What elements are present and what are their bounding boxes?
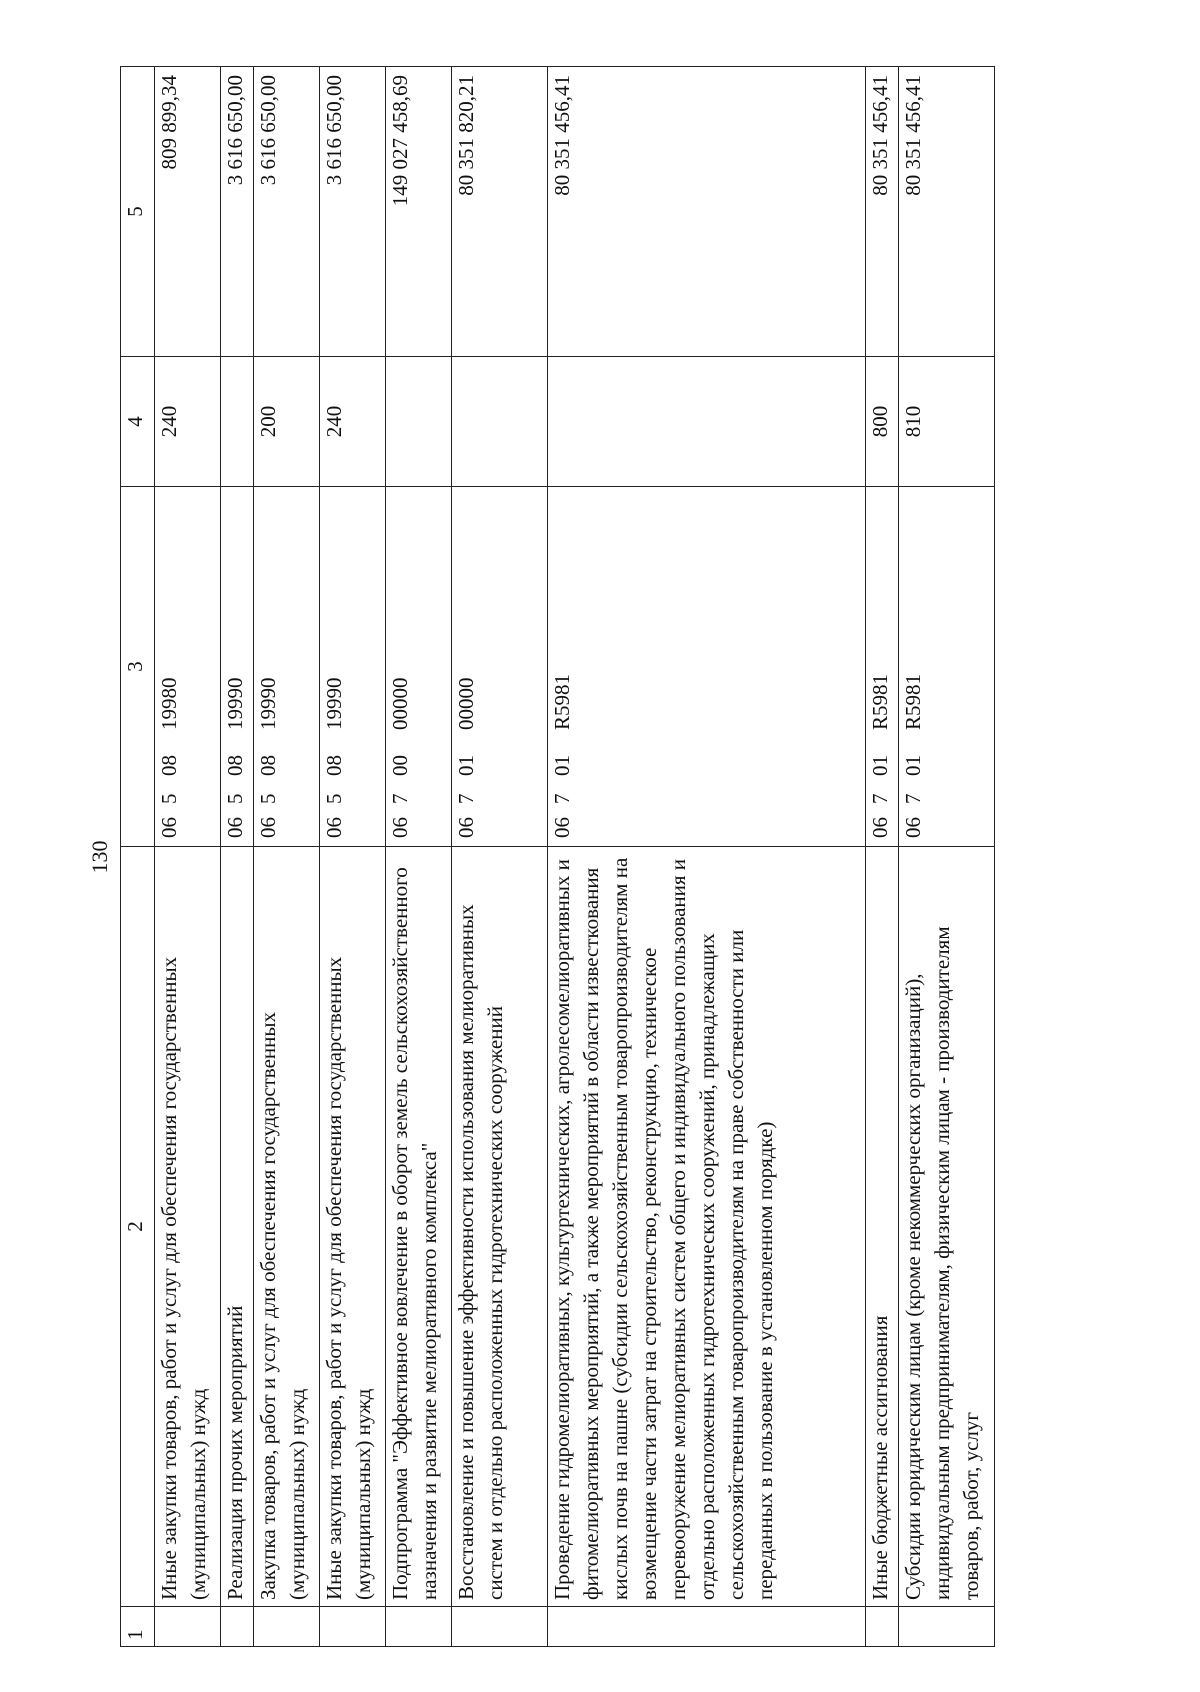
item-name-cell: Подпрограмма "Эффективное вовлечение в оборот земель сельскохозяйственного назначения и развитие мелиоративного комплекса"	[386, 847, 452, 1607]
code-part-1: 06	[901, 817, 925, 838]
item-name-cell: Реализация прочих мероприятий	[221, 847, 254, 1607]
amount-cell: 809 899,34	[155, 67, 221, 357]
expense-type-cell: 200	[254, 357, 320, 487]
amount-cell: 149 027 458,69	[386, 67, 452, 357]
code-part-4: 19990	[256, 677, 280, 730]
code-part-1: 06	[454, 817, 478, 838]
code-part-3: 00	[388, 755, 412, 776]
code-part-1: 06	[256, 817, 280, 838]
header-cell-2: 2	[121, 847, 155, 1607]
code-part-2: 5	[256, 793, 280, 804]
code-part-2: 5	[157, 793, 181, 804]
item-name-cell: Проведение гидромелиоративных, культуртехнических, агролесомелиоративных и фитомелиоративных мероприятий, а также мероприятий в области известкования кислых почв на пашне (субсидии сельскохозяйственным товаропроизводителям на возмещение части затрат на строительство, реконструкцию, техническое перевооружение мелиоративных систем общего и индивидуального пользования и отдельно расположенных гидротехнических сооружений, принадлежащих сельскохозяйственным товаропроизводителям на праве собственности или переданных в пользование в установленном порядке)	[548, 847, 866, 1607]
table-row	[386, 67, 452, 1647]
row-number-cell	[221, 1607, 254, 1647]
row-number-cell	[452, 1607, 548, 1647]
table-row	[866, 67, 899, 1647]
rotated-page	[85, 67, 1143, 1647]
row-number-cell	[548, 1607, 866, 1647]
code-part-3: 01	[901, 755, 925, 776]
expense-type-cell: 240	[320, 357, 386, 487]
amount-cell: 80 351 456,41	[899, 67, 995, 357]
code-part-4: 19980	[157, 677, 181, 730]
code-part-3: 01	[868, 755, 892, 776]
amount-cell: 3 616 650,00	[254, 67, 320, 357]
amount-cell: 80 351 820,21	[452, 67, 548, 357]
header-cell-5: 5	[121, 67, 155, 357]
expense-type-cell	[386, 357, 452, 487]
table-row	[548, 67, 866, 1647]
code-part-3: 08	[256, 755, 280, 776]
amount-cell: 80 351 456,41	[548, 67, 866, 357]
table-row	[899, 67, 995, 1647]
row-number-cell	[386, 1607, 452, 1647]
code-part-1: 06	[388, 817, 412, 838]
item-name-cell: Восстановление и повышение эффективности использования мелиоративных систем и отдельно расположенных гидротехнических сооружений	[452, 847, 548, 1607]
code-part-1: 06	[322, 817, 346, 838]
item-name-cell: Иные закупки товаров, работ и услуг для обеспечения государственных (муниципальных) нужд	[320, 847, 386, 1607]
table-header-row	[121, 67, 155, 1647]
code-part-3: 08	[223, 755, 247, 776]
program-code-cell	[221, 487, 254, 847]
row-number-cell	[254, 1607, 320, 1647]
code-part-2: 7	[901, 793, 925, 804]
program-code-cell	[155, 487, 221, 847]
table-row	[221, 67, 254, 1647]
code-part-4: 19990	[223, 677, 247, 730]
item-name-cell: Иные закупки товаров, работ и услуг для обеспечения государственных (муниципальных) нужд	[155, 847, 221, 1607]
code-part-3: 08	[322, 755, 346, 776]
code-part-3: 08	[157, 755, 181, 776]
code-part-4: R5981	[550, 673, 574, 730]
expense-type-cell	[221, 357, 254, 487]
code-part-2: 5	[322, 793, 346, 804]
amount-cell: 3 616 650,00	[221, 67, 254, 357]
code-part-4: 00000	[454, 677, 478, 730]
code-part-2: 5	[223, 793, 247, 804]
expense-type-cell	[452, 357, 548, 487]
code-part-1: 06	[550, 817, 574, 838]
table-body	[121, 67, 995, 1647]
program-code-cell	[866, 487, 899, 847]
amount-cell: 3 616 650,00	[320, 67, 386, 357]
expense-type-cell: 800	[866, 357, 899, 487]
program-code-cell	[320, 487, 386, 847]
item-name-cell: Закупка товаров, работ и услуг для обеспечения государственных (муниципальных) нужд	[254, 847, 320, 1607]
program-code-cell	[899, 487, 995, 847]
code-part-2: 7	[454, 793, 478, 804]
code-part-1: 06	[157, 817, 181, 838]
item-name-cell: Субсидии юридическим лицам (кроме некоммерческих организаций), индивидуальным предпринимателям, физическим лицам - производителям товаров, работ, услуг	[899, 847, 995, 1607]
header-cell-3: 3	[121, 487, 155, 847]
budget-table	[120, 66, 995, 1647]
amount-cell: 80 351 456,41	[866, 67, 899, 357]
program-code-cell	[548, 487, 866, 847]
expense-type-cell: 240	[155, 357, 221, 487]
code-part-4: R5981	[901, 673, 925, 730]
program-code-cell	[254, 487, 320, 847]
header-cell-1: 1	[121, 1607, 155, 1647]
table-row	[155, 67, 221, 1647]
program-code-cell	[386, 487, 452, 847]
code-part-4: 00000	[388, 677, 412, 730]
code-part-1: 06	[868, 817, 892, 838]
page-number: 130	[87, 840, 112, 874]
program-code-cell	[452, 487, 548, 847]
expense-type-cell: 810	[899, 357, 995, 487]
code-part-4: R5981	[868, 673, 892, 730]
table-row	[254, 67, 320, 1647]
table-row	[452, 67, 548, 1647]
row-number-cell	[899, 1607, 995, 1647]
row-number-cell	[155, 1607, 221, 1647]
code-part-3: 01	[550, 755, 574, 776]
code-part-2: 7	[550, 793, 574, 804]
item-name-cell: Иные бюджетные ассигнования	[866, 847, 899, 1607]
expense-type-cell	[548, 357, 866, 487]
code-part-3: 01	[454, 755, 478, 776]
table-row	[320, 67, 386, 1647]
row-number-cell	[866, 1607, 899, 1647]
code-part-4: 19990	[322, 677, 346, 730]
code-part-2: 7	[388, 793, 412, 804]
code-part-2: 7	[868, 793, 892, 804]
row-number-cell	[320, 1607, 386, 1647]
code-part-1: 06	[223, 817, 247, 838]
header-cell-4: 4	[121, 357, 155, 487]
